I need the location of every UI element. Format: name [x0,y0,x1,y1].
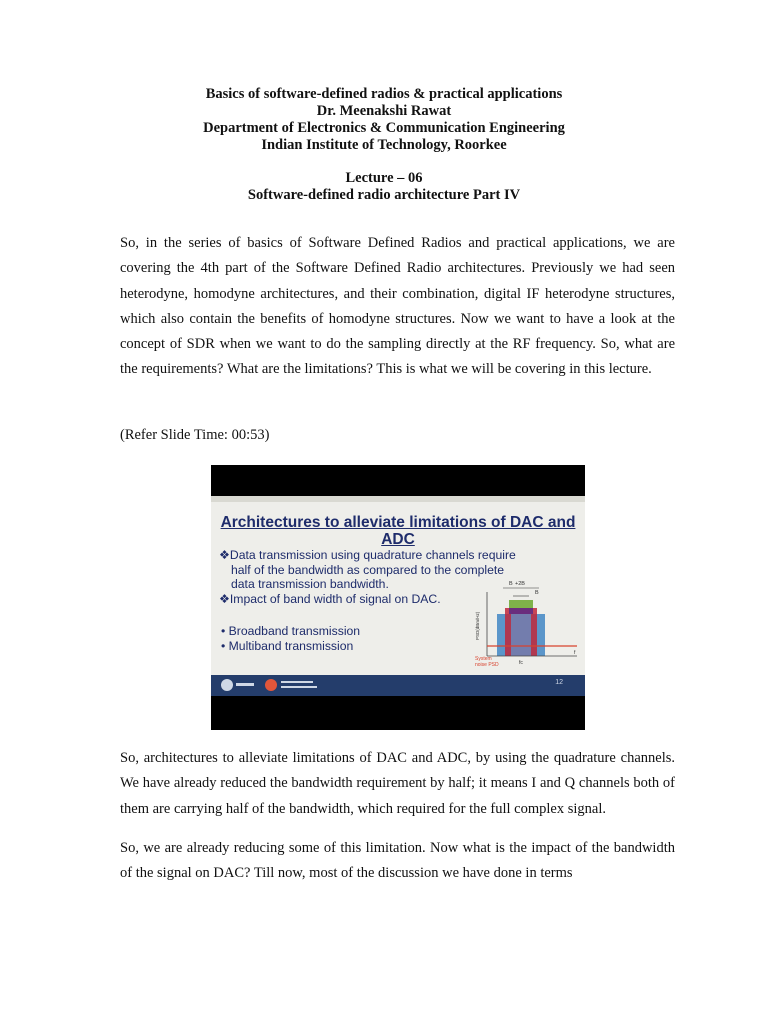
refer-slide-time: (Refer Slide Time: 00:53) [120,427,270,443]
author-name: Dr. Meenakshi Rawat [316,103,452,119]
logo-text-bar [236,683,254,686]
psd-diagram [473,574,581,674]
paragraph-after-2: So, we are already reducing some of this limitation. Now what is the impact of the bandwidth of the signal on DAC? Till now, most of the discussion we have done in terms [120,839,675,882]
slide-item-2: • Multiband transmission [221,638,354,653]
band-inner [509,608,533,614]
slide-title: Architectures to alleviate limitations of DAC and ADC [220,514,576,548]
lecture-title: Software-defined radio architecture Part IV [247,187,521,203]
band-top [509,600,533,608]
iit-roorkee-logo-icon [221,679,233,691]
slide-item-1: • Broadband transmission [221,624,361,638]
intro-paragraph: So, in the series of basics of Software Defined Radios and practical applications, we are covering the 4th part of the Software Defined Radio architectures. Previously we had seen heterodyne, homodyne architectures, and their combination, digital IF heterodyne structures, which also contain the benefits of homodyne structures. Now we want to have a look at the concept of SDR when we want to do the sampling directly at the RF frequency. So, what are the requirements? What are the limitations? This is what we will be covering in this lecture. [120,235,675,378]
band-core [511,614,531,656]
refer-slide-section [120,423,675,462]
institute-name: Indian Institute of Technology, Roorkee [261,137,507,153]
bw-plus-label: +2B [515,581,525,587]
slide-top-strip [211,496,585,502]
x-axis-label: f [574,650,576,656]
noise-psd-label: noise PSD [475,662,499,668]
lecture-number: Lecture – 06 [345,170,423,186]
slide-screenshot [211,465,585,730]
post-slide-section [120,746,675,900]
bw-side-label: B [535,590,539,596]
nptel-logo-icon [265,679,277,691]
slide [211,496,585,696]
course-title: Basics of software-defined radios & practical applications [205,86,563,102]
slide-bullet-2: ❖Impact of band width of signal on DAC. [219,591,441,606]
logo-text-bar [281,681,313,683]
y-axis-label: PSD(dBm/Hz) [475,611,480,640]
system-noise-label: System [475,656,492,662]
logo-text-bar [281,686,317,688]
slide-page-number: 12 [555,679,563,686]
paragraph-after-1: So, architectures to alleviate limitations of DAC and ADC, by using the quadrature channels. We have already reduced the bandwidth requirement by half; it means I and Q channels both of them are carrying half of the bandwidth, which required for the full complex signal. [120,750,675,817]
slide-bullet-1: ❖Data transmission using quadrature channels require half of the bandwidth as compared to the complete data transmission bandwidth. [219,548,516,591]
bw-top-label: B [509,581,513,587]
slide-footer [211,675,585,696]
fc-label: fc [519,660,523,666]
intro-section [120,231,675,397]
document-header [0,86,768,204]
department-name: Department of Electronics & Communication Engineering [203,120,565,136]
